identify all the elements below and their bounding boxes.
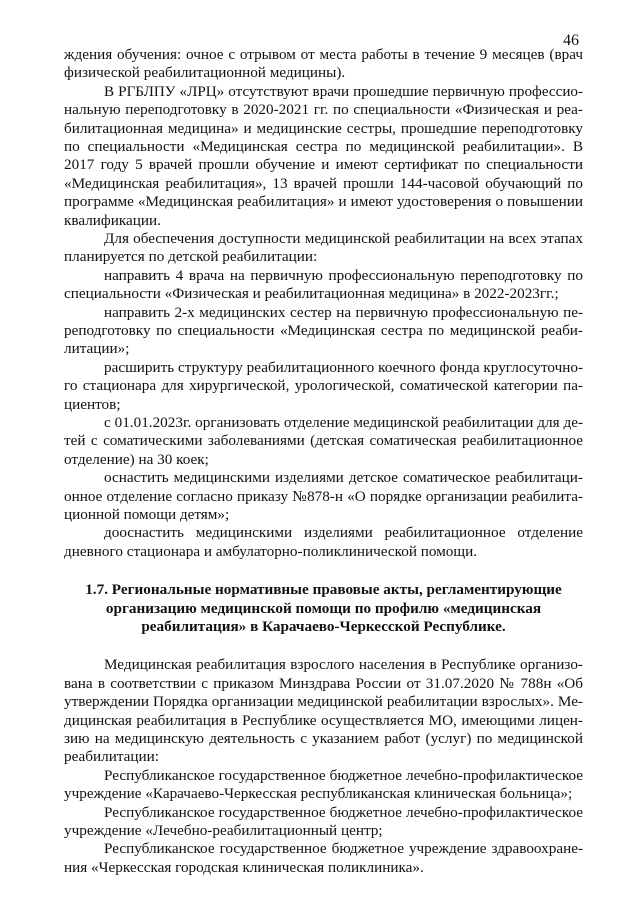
- text-line: литации»;: [64, 340, 130, 358]
- text-line: ционной помощи детям»;: [64, 506, 230, 523]
- text-line: В РГБЛПУ «ЛРЦ» отсутствуют врачи прошедшие первичную профессио-: [104, 83, 583, 100]
- text-line: вана в соответствии с приказом Минздрава России от 31.07.2020 № 788н «Об: [64, 674, 583, 692]
- section-heading: организацию медицинской помощи по профилю «медицинская: [105, 599, 542, 617]
- text-line: расширить структуру реабилитационного коечного фонда круглосуточно-: [104, 358, 583, 376]
- text-line: Республиканское государственное бюджетное лечебно-профилактическое: [104, 803, 583, 821]
- section-heading: реабилитация» в Карачаево-Черкесской Республике.: [141, 618, 506, 635]
- text-line: квалификации.: [64, 211, 161, 229]
- text-line: Республиканское государственное бюджетное лечебно-профилактическое: [104, 766, 583, 784]
- text-line: дицинская реабилитация в Республике осуществляется МО, имеющими лицен-: [64, 711, 583, 729]
- text-line: «Медицинская реабилитация», 13 врачей прошли 144-часовой обучающий по: [64, 174, 583, 192]
- text-line: тей с соматическими заболеваниями (детская соматическая реабилитационное: [64, 432, 583, 450]
- page-number: 46: [563, 32, 579, 49]
- text-line: реабилитации:: [64, 748, 159, 766]
- text-line: по специальности «Медицинская сестра по медицинской реабилитации». В: [64, 138, 583, 155]
- text-line: билитационная медицина» и медицинские сестры, прошедшие переподготовку: [64, 119, 583, 137]
- text-line: утверждении Порядка организации медицинской реабилитации взрослых». Ме-: [64, 693, 583, 711]
- text-line: зию на медицинскую деятельность с указанием работ (услуг) по медицинской: [64, 730, 583, 747]
- text-line: го стационара для хирургической, урологической, соматической категории па-: [64, 377, 583, 395]
- text-line: отделение) на 30 коек;: [64, 450, 209, 468]
- text-line: реподготовку по специальности «Медицинская сестра по медицинской реаби-: [64, 322, 583, 339]
- text-line: 2017 году 5 врачей прошли обучение и имеют сертификат по специальности: [64, 156, 583, 174]
- text-line: с 01.01.2023г. организовать отделение медицинской реабилитации для де-: [104, 414, 583, 431]
- text-line: учреждение «Карачаево-Черкесская республиканская клиническая больница»;: [64, 785, 573, 803]
- text-line: Медицинская реабилитация взрослого населения в Республике организо-: [104, 656, 583, 674]
- text-line: Для обеспечения доступности медицинской реабилитации на всех этапах: [104, 230, 583, 247]
- text-line: специальности «Физическая и реабилитационная медицина» в 2022-2023гг.;: [64, 285, 559, 303]
- text-line: учреждение «Лечебно-реабилитационный центр;: [64, 822, 383, 839]
- text-line: планируется по детской реабилитации:: [64, 248, 318, 266]
- text-line: нальную переподготовку в 2020-2021 гг. по специальности «Физическая и реа-: [64, 101, 583, 119]
- text-line: оснастить медицинскими изделиями детское соматическое реабилитаци-: [104, 469, 583, 487]
- text-line: направить 4 врача на первичную профессиональную переподготовку по: [104, 266, 583, 284]
- text-line: программе «Медицинская реабилитация» и имеют удостоверения о повышении: [64, 193, 583, 211]
- text-line: Республиканское государственное бюджетное учреждение здравоохране-: [104, 840, 583, 858]
- text-line: дневного стационара и амбулаторно-поликлинической помощи.: [64, 542, 478, 560]
- text-line: физической реабилитационной медицины).: [64, 64, 346, 82]
- text-line: дооснастить медицинскими изделиями реабилитационное отделение: [104, 524, 583, 542]
- section-heading: 1.7. Региональные нормативные правовые акты, регламентирующие: [85, 581, 562, 599]
- text-line: направить 2-х медицинских сестер на первичную профессиональную пе-: [104, 303, 583, 321]
- text-line: онное отделение согласно приказу №878-н «О порядке организации реабилита-: [64, 487, 583, 505]
- text-line: циентов;: [64, 395, 121, 413]
- text-line: ждения обучения: очное с отрывом от места работы в течение 9 месяцев (врач: [64, 46, 583, 63]
- text-line: ния «Черкесская городская клиническая поликлиника».: [64, 858, 424, 876]
